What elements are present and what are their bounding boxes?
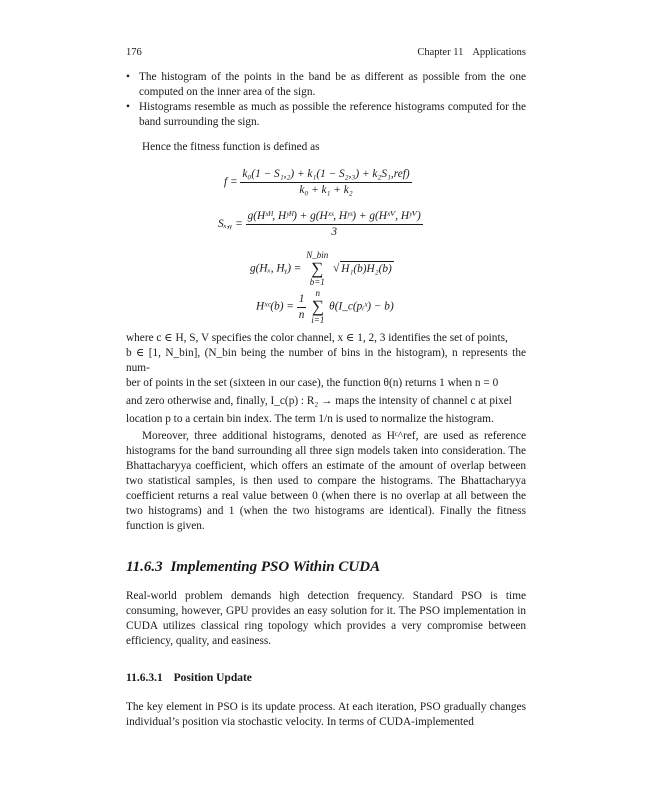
section-title: Implementing PSO Within CUDA [170,559,381,575]
eq-s-fraction [246,209,423,240]
eq-h-body: θ(I_c(pᵢˣ) − b) [329,300,394,313]
equation-fitness [224,167,412,198]
eq-h-sum [311,289,324,325]
text-line: where c ∈ H, S, V specifies the color channel, x ∈ 1, 2, 3 identifies the set of points, [126,332,508,344]
running-header [126,47,526,58]
eq-s-lhs: Sₓ,ᵧ = [218,218,243,231]
sigma-icon: ∑ [311,297,324,316]
subsection-paragraph: The key element in PSO is its update process. At each iteration, PSO gradually changes individual’s position via stochastic velocity. In terms of CUDA-implemented [126,701,526,728]
eq-f-lhs: f = [224,176,238,189]
chapter-heading [417,47,526,58]
text-line: b ∈ [1, N_bin], (N_bin being the number of bins in the histogram), n represents the num- [126,347,526,374]
page-number: 176 [126,47,142,58]
eq-g-sum-bottom: b=1 [309,277,325,287]
subsection-heading [126,671,526,686]
equation-similarity [218,209,423,240]
sigma-icon: ∑ [311,259,324,278]
eq-g-lhs: g(Hₓ, Hᵧ) = [250,262,302,275]
equation-h [256,289,394,325]
eq-f-denominator: k₀ + k₁ + k₂ [299,184,353,196]
eq-s-numerator: g(Hˣᴴ, Hʸᴴ) + g(Hˣˢ, Hʸˢ) + g(Hˣⱽ, Hʸⱽ) [246,209,423,225]
eq-h-sum-bottom: i=1 [311,315,325,325]
chapter-label: Chapter 11 [417,47,464,58]
section-heading [126,560,526,575]
eq-h-sum-top: n [315,288,321,298]
eq-h-frac-den: n [298,308,305,321]
eq-s-denominator: 3 [331,226,338,238]
equation-block [126,159,526,329]
paragraph-definitions [126,331,526,427]
chapter-title: Applications [472,47,526,58]
eq-h-fraction [297,292,307,323]
eq-g-body: H₁(b)H₂(b) [341,262,392,275]
sqrt-icon: √ [333,262,340,275]
page-body [126,70,526,730]
paragraph-histograms: Moreover, three additional histograms, denoted as Hᶜ^ref, are used as reference histograms for the band surrounding all three sign models taken into consideration. The Bhattacharyya coefficient, which offers an estimate of the amount of overlap between two statistical samples, is then used to compare the histograms. The Bhattacharyya coefficient returns a real value between 0 (when there is no overlap at all between the two histograms) and 1 (when the two histograms are identical). Finally the fitness function is given. [126,430,526,532]
eq-g-sum [306,251,328,287]
section-paragraph: Real-world problem demands high detection frequency. Standard PSO is time consuming, however, GPU provides an easy solution for it. The PSO implementation in CUDA utilizes classical ring topology which provides a very compromise between efficiency, quality, and easiness. [126,590,526,647]
eq-f-numerator: k₀(1 − S₁,₂) + k₁(1 − S₂,₃) + k₂S₁,ref) [240,167,411,183]
bullet-list [126,70,526,130]
fitness-intro: Hence the fitness function is defined as [142,141,320,153]
eq-f-fraction [240,167,411,198]
eq-h-lhs: Hˣᶜ(b) = [256,300,294,313]
subsection-title: Position Update [173,672,252,684]
section-number: 11.6.3 [126,559,163,575]
text-line: location p to a certain bin index. The term 1/n is used to normalize the histogram. [126,413,494,425]
text-line: ber of points in the set (sixteen in our case), the function θ(n) returns 1 when n = 0 [126,377,499,389]
bullet-item: • Histograms resemble as much as possible the reference histograms computed for the band surrounding the sign. [126,100,526,130]
eq-h-frac-num: 1 [297,292,307,308]
text-line: and zero otherwise and, finally, I_c(p) : R₂ → maps the intensity of channel c at pixel [126,395,512,407]
equation-g [250,251,394,287]
bullet-item: • The histogram of the points in the band be as different as possible from the one computed on the inner area of the sign. [126,70,526,100]
subsection-number: 11.6.3.1 [126,672,163,684]
eq-g-sum-top: N_bin [306,250,329,260]
